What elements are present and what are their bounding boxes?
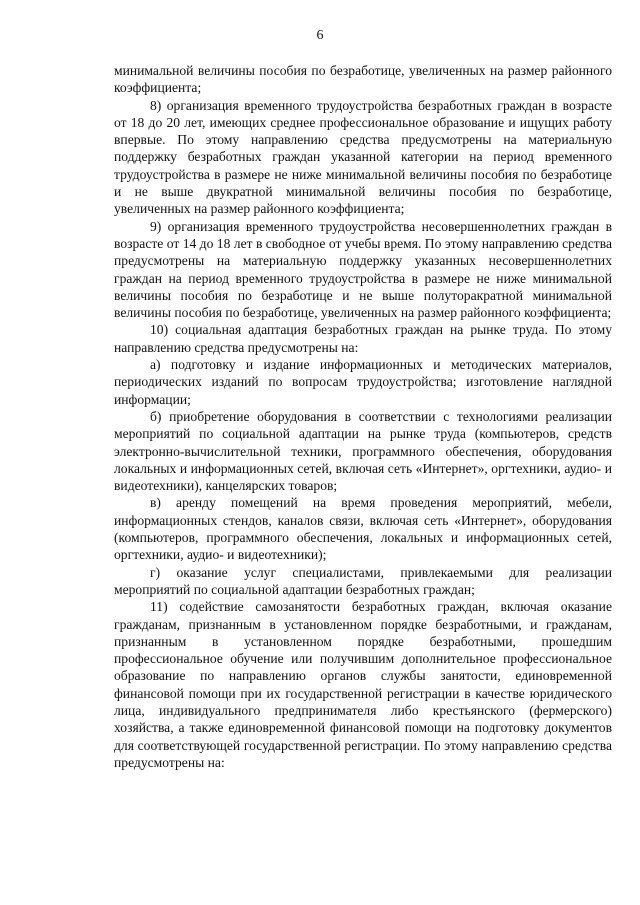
paragraph-item-8: 8) организация временного трудоустройства безработных граждан в возрасте от 18 до 20 лет, имеющих среднее профессиональное образование и ищущих работу впервые. По этому направлению средства предусмотрены на материальную поддержку безработных граждан указанной категории на период временного трудоустройства в размере не ниже минимальной величины пособия по безработице и не выше двукратной минимальной величины пособия по безработице, увеличенных на размер районного коэффициента; — [114, 97, 612, 217]
paragraph-subitem-g: г) оказание услуг специалистами, привлекаемыми для реализации мероприятий по социальной адаптации безработных граждан; — [114, 564, 612, 597]
page-number: 6 — [316, 28, 324, 43]
paragraph-item-11: 11) содействие самозанятости безработных граждан, включая оказание гражданам, признанным в установленном порядке безработными, и гражданам, признанным в установленном порядке безработными, прошедшим профессиональное обучение или получившим дополнительное профессиональное образование по направлению органов службы занятости, единовременной финансовой помощи при их государственной регистрации в качестве юридического лица, индивидуального предпринимателя либо крестьянского (фермерского) хозяйства, а также единовременной финансовой помощи на подготовку документов для соответствующей государственной регистрации. По этому направлению средства предусмотрены на: — [114, 599, 612, 770]
paragraph-item-10: 10) социальная адаптация безработных граждан на рынке труда. По этому направлению средства предусмотрены на: — [114, 322, 612, 355]
document-body — [114, 62, 612, 771]
paragraph-subitem-b: б) приобретение оборудования в соответствии с технологиями реализации мероприятий по социальной адаптации на рынке труда (компьютеров, средств электронно-вычислительной техники, программного обеспечения, оборудования локальных и информационных сетей, включая сеть «Интернет», оргтехники, аудио- и видеотехники), канцелярских товаров; — [114, 408, 612, 494]
paragraph-item-9: 9) организация временного трудоустройства несовершеннолетних граждан в возрасте от 14 до 18 лет в свободное от учебы время. По этому направлению средства предусмотрены на материальную поддержку указанных несовершеннолетних граждан на период временного трудоустройства в размере не ниже минимальной величины пособия по безработице и не выше полуторакратной минимальной величины пособия по безработице, увеличенных на размер районного коэффициента; — [114, 218, 612, 321]
paragraph-subitem-v: в) аренду помещений на время проведения мероприятий, мебели, информационных стендов, каналов связи, включая сеть «Интернет», оборудования (компьютеров, программного обеспечения, локальных и информационных сетей, оргтехники, аудио- и видеотехники); — [114, 495, 612, 563]
paragraph-continuation: минимальной величины пособия по безработице, увеличенных на размер районного коэффициента; — [114, 63, 612, 96]
paragraph-subitem-a: а) подготовку и издание информационных и методических материалов, периодических изданий по вопросам трудоустройства; изготовление наглядной информации; — [114, 357, 612, 407]
